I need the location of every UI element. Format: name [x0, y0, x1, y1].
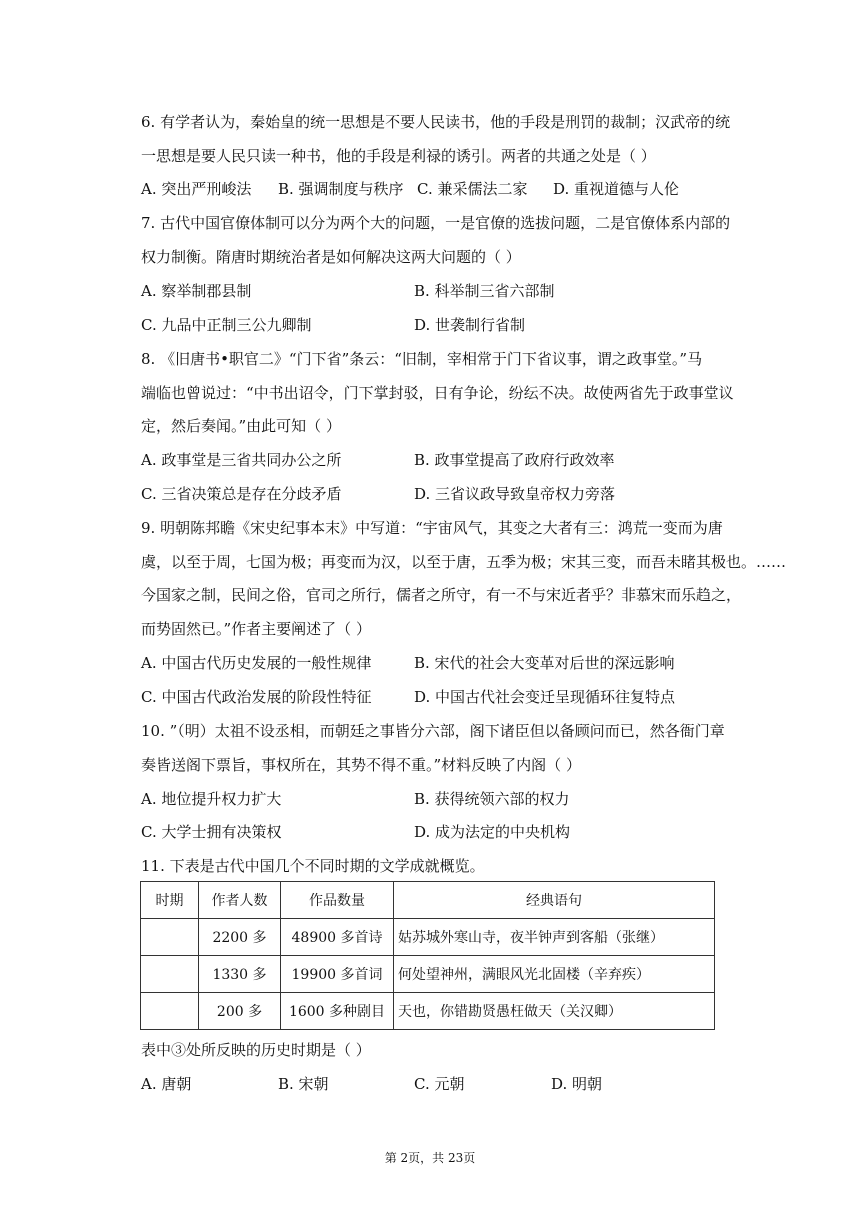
question-8-options-row-2: [141, 484, 761, 504]
question-6-line-2: 一思想是要人民只读一种书，他的手段是利禄的诱引。两者的共通之处是（ ）: [141, 147, 656, 165]
option-a: A. 政事堂是三省共同办公之所: [141, 451, 342, 469]
question-7-options-row-1: [141, 281, 761, 301]
quote-cell: 何处望神州，满眼风光北固楼（辛弃疾）: [394, 956, 715, 993]
question-10-line-1: 10. ”（明）太祖不设丞相，而朝廷之事皆分六部，阁下诸臣但以备顾问而已，然各衙门章: [141, 722, 725, 740]
question-9-options-row-1: [141, 653, 761, 673]
option-b: B. 政事堂提高了政府行政效率: [414, 451, 615, 469]
option-c: C. 兼采儒法二家: [417, 180, 528, 198]
question-10-options-row-2: [141, 822, 761, 842]
option-a: A. 唐朝: [141, 1075, 192, 1093]
option-c: C. 大学士拥有决策权: [141, 823, 282, 841]
table-header-row: [141, 882, 715, 919]
option-d: D. 重视道德与人伦: [553, 180, 680, 198]
works-cell: 48900 多首诗: [281, 919, 394, 956]
question-7-line-1: 7. 古代中国官僚体制可以分为两个大的问题，一是官僚的选拔问题，二是官僚体系内部的: [141, 214, 731, 232]
quote-cell: 姑苏城外寒山寺，夜半钟声到客船（张继）: [394, 919, 715, 956]
option-c: C. 三省决策总是存在分歧矛盾: [141, 485, 342, 503]
period-cell: [141, 956, 199, 993]
page-footer: 第 2页，共 23页: [384, 1151, 476, 1165]
option-b: B. 强调制度与秩序: [278, 180, 404, 198]
question-10-line-2: 奏皆送阁下票旨，事权所在，其势不得不重。”材料反映了内阁（ ）: [141, 756, 581, 774]
quote-cell: 天也，你错勘贤愚枉做天（关汉卿）: [394, 993, 715, 1030]
option-b: B. 科举制三省六部制: [414, 282, 555, 300]
table-row: [141, 956, 715, 993]
table-row: [141, 993, 715, 1030]
column-header-quote: 经典语句: [394, 882, 715, 919]
period-cell: [141, 919, 199, 956]
question-9-line-2: 虞，以至于周，七国为极；再变而为汉，以至于唐，五季为极；宋其三变，而吾未睹其极也。……: [141, 553, 787, 571]
column-header-period: 时期: [141, 882, 199, 919]
option-d: D. 中国古代社会变迁呈现循环往复特点: [414, 688, 676, 706]
works-cell: 19900 多首词: [281, 956, 394, 993]
question-11-prompt: 表中③处所反映的历史时期是（ ）: [141, 1041, 371, 1059]
question-9-line-4: 而势固然已。”作者主要阐述了（ ）: [141, 620, 371, 638]
authors-cell: 1330 多: [199, 956, 281, 993]
question-11-options: [141, 1074, 761, 1094]
question-7-options-row-2: [141, 315, 761, 335]
option-b: B. 获得统领六部的权力: [414, 790, 570, 808]
question-8-line-2: 端临也曾说过：“中书出诏令，门下掌封驳，日有争论，纷纭不决。故使两省先于政事堂议: [141, 384, 734, 402]
period-cell: [141, 993, 199, 1030]
question-11-line-1: 11. 下表是古代中国几个不同时期的文学成就概览。: [141, 857, 485, 875]
question-7-line-2: 权力制衡。隋唐时期统治者是如何解决这两大问题的（ ）: [141, 248, 521, 266]
question-8-options-row-1: [141, 450, 761, 470]
question-9-options-row-2: [141, 687, 761, 707]
question-6-options: [141, 179, 761, 199]
question-8-line-1: 8. 《旧唐书•职官二》“门下省”条云：“旧制，宰相常于门下省议事，谓之政事堂。”马: [141, 350, 703, 368]
option-c: C. 元朝: [414, 1075, 465, 1093]
question-8-line-3: 定，然后奏闻。”由此可知（ ）: [141, 417, 341, 435]
option-d: D. 明朝: [551, 1075, 603, 1093]
column-header-works: 作品数量: [281, 882, 394, 919]
works-cell: 1600 多种剧目: [281, 993, 394, 1030]
question-9-line-3: 今国家之制，民间之俗，官司之所行，儒者之所守，有一不与宋近者乎？非慕宋而乐趋之，: [141, 586, 742, 604]
option-c: C. 中国古代政治发展的阶段性特征: [141, 688, 372, 706]
question-10-options-row-1: [141, 789, 761, 809]
option-d: D. 三省议政导致皇帝权力旁落: [414, 485, 616, 503]
column-header-authors: 作者人数: [199, 882, 281, 919]
option-d: D. 世袭制行省制: [414, 316, 526, 334]
option-a: A. 察举制郡县制: [141, 282, 252, 300]
option-b: B. 宋代的社会大变革对后世的深远影响: [414, 654, 675, 672]
question-9-line-1: 9. 明朝陈邦瞻《宋史纪事本末》中写道：“宇宙风气，其变之大者有三：鸿荒一变而为唐: [141, 519, 723, 537]
option-b: B. 宋朝: [278, 1075, 329, 1093]
question-6-line-1: 6. 有学者认为，秦始皇的统一思想是不要人民读书，他的手段是刑罚的裁制；汉武帝的统: [141, 113, 731, 131]
authors-cell: 2200 多: [199, 919, 281, 956]
literature-table: [140, 881, 715, 1030]
option-c: C. 九品中正制三公九卿制: [141, 316, 312, 334]
table-row: [141, 919, 715, 956]
option-d: D. 成为法定的中央机构: [414, 823, 571, 841]
option-a: A. 地位提升权力扩大: [141, 790, 282, 808]
option-a: A. 突出严刑峻法: [141, 180, 252, 198]
option-a: A. 中国古代历史发展的一般性规律: [141, 654, 372, 672]
authors-cell: 200 多: [199, 993, 281, 1030]
